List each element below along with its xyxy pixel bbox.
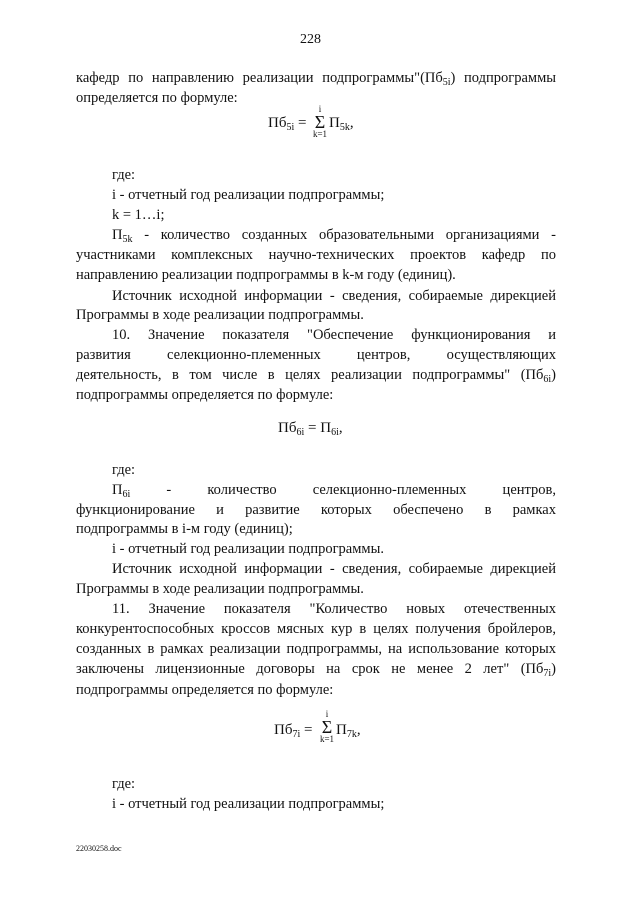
formula-rhs: П: [320, 420, 332, 436]
sigma-icon: Σ: [314, 112, 326, 132]
text-line: Программы в ходе реализации подпрограммы.: [76, 307, 364, 323]
equals-sign: =: [298, 115, 307, 131]
text-fragment: ) подпрограммы: [450, 70, 556, 86]
page-number: 228: [300, 32, 321, 47]
text-line: [76, 660, 556, 683]
text-line: k = 1…i;: [112, 207, 165, 223]
sum-symbol: [318, 710, 336, 744]
subscript: 6i: [331, 427, 339, 438]
text-fragment: деятельность, в том числе в целях реализации подпрограммы" (Пб: [76, 367, 544, 383]
subscript: 5i: [442, 77, 451, 88]
text-line: созданных в рамках реализации подпрограммы, на использование которых: [76, 641, 556, 657]
text-fragment: ): [551, 367, 556, 383]
symbol: П: [112, 227, 123, 243]
text-line: развития селекционно-племенных центров, осуществляющих: [76, 347, 556, 363]
formula-1-rhs: [329, 115, 354, 133]
text-line: направлению реализации подпрограммы в k-м году (единиц).: [76, 267, 456, 283]
text-line: 10. Значение показателя "Обеспечение функционирования и: [112, 327, 556, 343]
formula-lhs: Пб: [274, 722, 293, 738]
subscript: 5k: [122, 234, 133, 245]
subscript: 6i: [543, 374, 552, 385]
text-fragment: заключены лицензионные договоры на срок не менее 2 лет" (Пб: [76, 661, 544, 677]
text-line: функционирование и развитие которых обеспечено в рамках: [76, 502, 556, 518]
formula-2: [278, 420, 343, 438]
text-line: подпрограммы в i-м году (единиц);: [76, 521, 293, 537]
sum-lower-limit: k=1: [312, 129, 328, 139]
formula-rhs: П: [336, 722, 347, 738]
text-line: подпрограммы определяется по формуле:: [76, 682, 334, 698]
subscript: 6i: [296, 427, 305, 438]
sum-lower-limit: k=1: [319, 734, 335, 744]
text-line: участниками комплексных научно-технических проектов кафедр по: [76, 247, 556, 263]
text-fragment: ): [551, 661, 556, 677]
footer-filename: 22030258.doc: [76, 844, 122, 853]
formula-lhs: Пб: [268, 115, 287, 131]
formula-3: [274, 722, 312, 740]
text-line: i - отчетный год реализации подпрограммы.: [112, 541, 384, 557]
subscript: 7k: [346, 729, 357, 740]
subscript: 5i: [286, 122, 295, 133]
text-line: определяется по формуле:: [76, 90, 238, 106]
formula-rhs: П: [329, 115, 340, 131]
formula-lhs: Пб: [278, 420, 297, 436]
equals-sign: =: [304, 722, 313, 738]
text-line: Источник исходной информации - сведения, собираемые дирекцией: [112, 561, 556, 577]
text-line: где:: [112, 167, 136, 183]
text-fragment: кафедр по направлению реализации подпрограммы"(Пб: [76, 70, 443, 86]
subscript: 7i: [292, 729, 301, 740]
text-fragment: - количество селекционно-племенных центров,: [166, 482, 556, 498]
sum-upper-limit: i: [318, 104, 322, 114]
text-line: Программы в ходе реализации подпрограммы.: [76, 581, 364, 597]
text-fragment: - количество созданных образовательными организациями -: [144, 227, 556, 243]
sum-symbol: [311, 105, 329, 139]
formula-end: ,: [356, 722, 361, 738]
text-line: где:: [112, 776, 136, 792]
text-line: Источник исходной информации - сведения, собираемые дирекцией: [112, 288, 556, 304]
subscript: 5k: [339, 122, 350, 133]
text-line: где:: [112, 462, 136, 478]
text-line: конкурентоспособных кроссов мясных кур в целях получения бройлеров,: [76, 621, 556, 637]
text-line: i - отчетный год реализации подпрограммы;: [112, 187, 385, 203]
subscript: 7i: [543, 668, 552, 679]
text-line: 11. Значение показателя "Количество новых отечественных: [112, 601, 556, 617]
sigma-icon: Σ: [321, 717, 333, 737]
sum-upper-limit: i: [325, 709, 329, 719]
text-line: i - отчетный год реализации подпрограммы;: [112, 796, 385, 812]
formula-1: [268, 115, 306, 133]
text-line: подпрограммы определяется по формуле:: [76, 387, 334, 403]
formula-end: ,: [349, 115, 354, 131]
formula-3-rhs: [336, 722, 361, 740]
subscript: 6i: [122, 489, 131, 500]
symbol: П: [112, 482, 123, 498]
formula-end: ,: [338, 420, 343, 436]
equals-sign: =: [308, 420, 317, 436]
